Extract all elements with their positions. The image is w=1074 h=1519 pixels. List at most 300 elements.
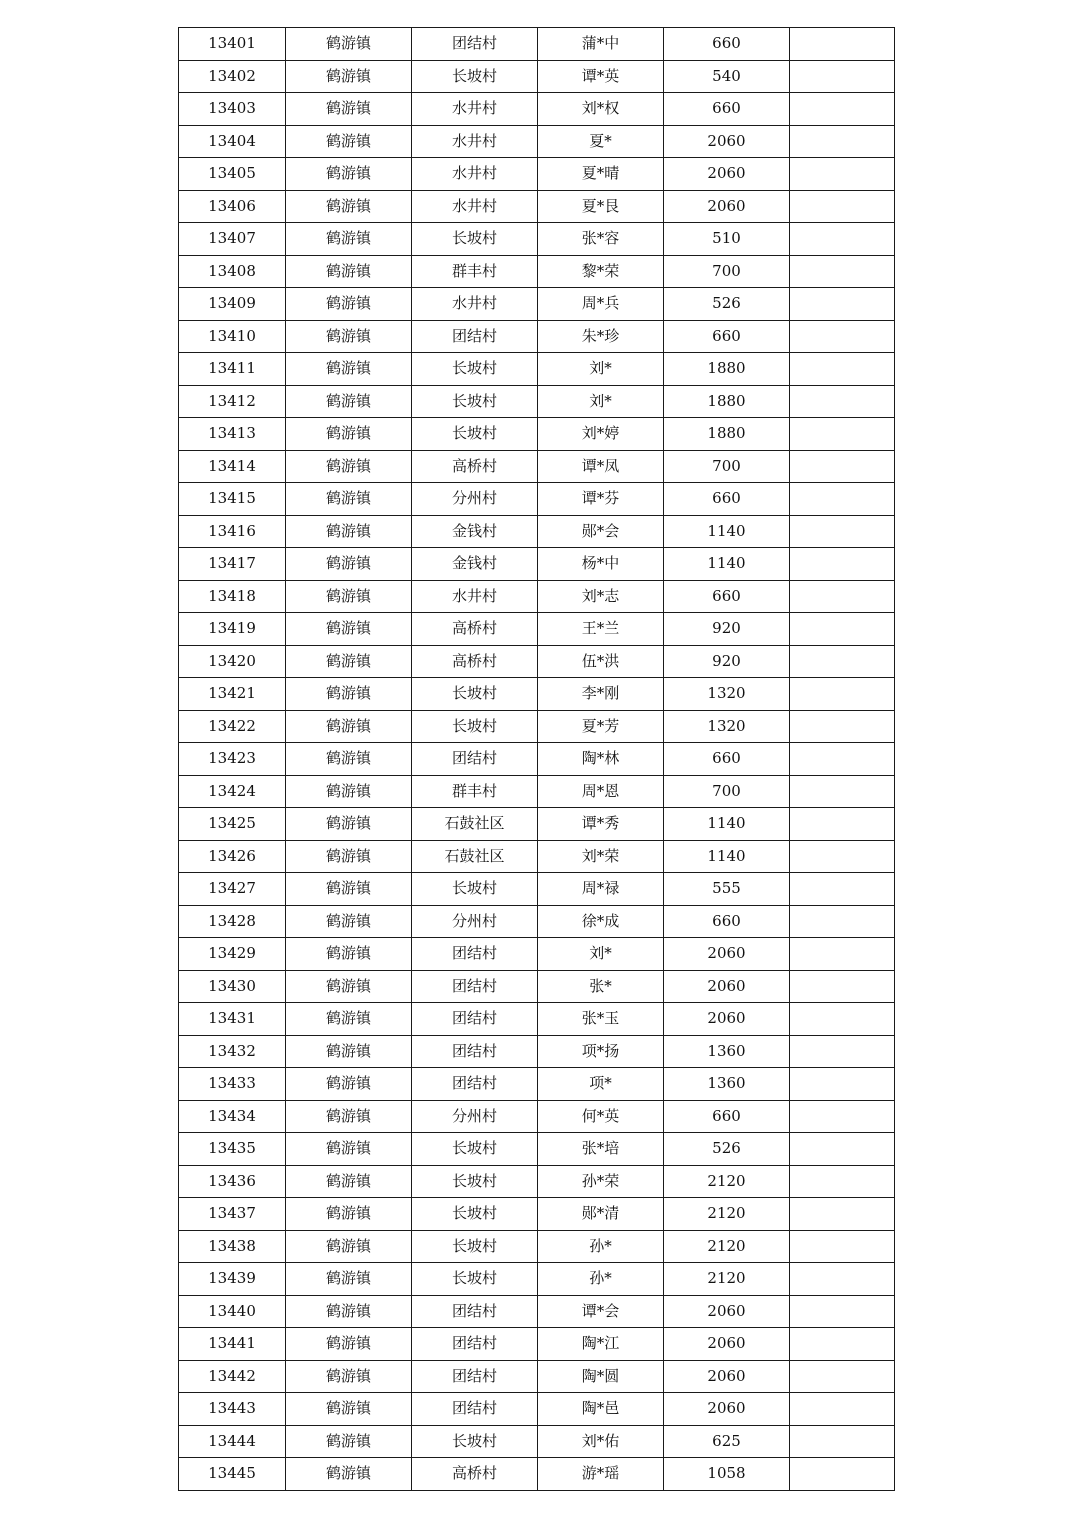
amount-cell: 1360 (664, 1035, 790, 1068)
town-cell: 鹤游镇 (286, 223, 412, 256)
village-cell: 水井村 (412, 580, 538, 613)
table-row (179, 353, 895, 386)
town-cell: 鹤游镇 (286, 808, 412, 841)
table-row (179, 1133, 895, 1166)
name-cell: 刘*权 (538, 93, 664, 126)
amount-cell: 920 (664, 645, 790, 678)
table-row (179, 1198, 895, 1231)
town-cell: 鹤游镇 (286, 93, 412, 126)
village-cell: 团结村 (412, 938, 538, 971)
note-cell (790, 288, 895, 321)
village-cell: 长坡村 (412, 418, 538, 451)
name-cell: 孙*荣 (538, 1165, 664, 1198)
village-cell: 团结村 (412, 743, 538, 776)
table-row (179, 1458, 895, 1491)
town-cell: 鹤游镇 (286, 1230, 412, 1263)
table-row (179, 93, 895, 126)
serial-number-cell: 13415 (179, 483, 286, 516)
table-row (179, 710, 895, 743)
table-row (179, 1360, 895, 1393)
name-cell: 张*玉 (538, 1003, 664, 1036)
amount-cell: 2060 (664, 190, 790, 223)
town-cell: 鹤游镇 (286, 1328, 412, 1361)
village-cell: 长坡村 (412, 60, 538, 93)
name-cell: 刘*佑 (538, 1425, 664, 1458)
table-row (179, 580, 895, 613)
town-cell: 鹤游镇 (286, 125, 412, 158)
table-row (179, 548, 895, 581)
village-cell: 水井村 (412, 93, 538, 126)
note-cell (790, 710, 895, 743)
serial-number-cell: 13428 (179, 905, 286, 938)
name-cell: 李*刚 (538, 678, 664, 711)
serial-number-cell: 13409 (179, 288, 286, 321)
amount-cell: 2060 (664, 1003, 790, 1036)
serial-number-cell: 13445 (179, 1458, 286, 1491)
serial-number-cell: 13433 (179, 1068, 286, 1101)
serial-number-cell: 13442 (179, 1360, 286, 1393)
village-cell: 团结村 (412, 1295, 538, 1328)
town-cell: 鹤游镇 (286, 970, 412, 1003)
name-cell: 陶*圆 (538, 1360, 664, 1393)
village-cell: 高桥村 (412, 613, 538, 646)
table-row (179, 905, 895, 938)
amount-cell: 1140 (664, 548, 790, 581)
serial-number-cell: 13441 (179, 1328, 286, 1361)
roster-table (178, 27, 895, 1491)
amount-cell: 1140 (664, 808, 790, 841)
table-row (179, 223, 895, 256)
serial-number-cell: 13429 (179, 938, 286, 971)
village-cell: 团结村 (412, 1003, 538, 1036)
village-cell: 长坡村 (412, 385, 538, 418)
name-cell: 夏*晴 (538, 158, 664, 191)
town-cell: 鹤游镇 (286, 710, 412, 743)
amount-cell: 660 (664, 483, 790, 516)
amount-cell: 660 (664, 580, 790, 613)
table-row (179, 1035, 895, 1068)
town-cell: 鹤游镇 (286, 873, 412, 906)
note-cell (790, 353, 895, 386)
serial-number-cell: 13401 (179, 28, 286, 61)
town-cell: 鹤游镇 (286, 1458, 412, 1491)
serial-number-cell: 13440 (179, 1295, 286, 1328)
town-cell: 鹤游镇 (286, 580, 412, 613)
amount-cell: 1880 (664, 353, 790, 386)
name-cell: 郧*清 (538, 1198, 664, 1231)
town-cell: 鹤游镇 (286, 320, 412, 353)
serial-number-cell: 13438 (179, 1230, 286, 1263)
name-cell: 徐*成 (538, 905, 664, 938)
note-cell (790, 190, 895, 223)
village-cell: 群丰村 (412, 255, 538, 288)
table-row (179, 970, 895, 1003)
village-cell: 长坡村 (412, 1230, 538, 1263)
amount-cell: 526 (664, 1133, 790, 1166)
village-cell: 水井村 (412, 190, 538, 223)
note-cell (790, 1068, 895, 1101)
serial-number-cell: 13403 (179, 93, 286, 126)
village-cell: 长坡村 (412, 353, 538, 386)
serial-number-cell: 13418 (179, 580, 286, 613)
table-row (179, 60, 895, 93)
amount-cell: 2060 (664, 125, 790, 158)
amount-cell: 1140 (664, 840, 790, 873)
town-cell: 鹤游镇 (286, 548, 412, 581)
village-cell: 分州村 (412, 483, 538, 516)
town-cell: 鹤游镇 (286, 613, 412, 646)
name-cell: 周*兵 (538, 288, 664, 321)
name-cell: 蒲*中 (538, 28, 664, 61)
note-cell (790, 255, 895, 288)
village-cell: 团结村 (412, 28, 538, 61)
table-row (179, 873, 895, 906)
name-cell: 刘*荣 (538, 840, 664, 873)
town-cell: 鹤游镇 (286, 840, 412, 873)
name-cell: 郧*会 (538, 515, 664, 548)
serial-number-cell: 13411 (179, 353, 286, 386)
serial-number-cell: 13430 (179, 970, 286, 1003)
town-cell: 鹤游镇 (286, 1393, 412, 1426)
note-cell (790, 1100, 895, 1133)
name-cell: 谭*会 (538, 1295, 664, 1328)
table-row (179, 515, 895, 548)
note-cell (790, 645, 895, 678)
serial-number-cell: 13407 (179, 223, 286, 256)
serial-number-cell: 13444 (179, 1425, 286, 1458)
name-cell: 杨*中 (538, 548, 664, 581)
amount-cell: 2060 (664, 970, 790, 1003)
note-cell (790, 1425, 895, 1458)
village-cell: 水井村 (412, 288, 538, 321)
serial-number-cell: 13405 (179, 158, 286, 191)
amount-cell: 526 (664, 288, 790, 321)
name-cell: 周*禄 (538, 873, 664, 906)
serial-number-cell: 13406 (179, 190, 286, 223)
town-cell: 鹤游镇 (286, 905, 412, 938)
table-row (179, 190, 895, 223)
serial-number-cell: 13416 (179, 515, 286, 548)
town-cell: 鹤游镇 (286, 483, 412, 516)
serial-number-cell: 13424 (179, 775, 286, 808)
amount-cell: 1058 (664, 1458, 790, 1491)
village-cell: 团结村 (412, 1360, 538, 1393)
serial-number-cell: 13434 (179, 1100, 286, 1133)
village-cell: 金钱村 (412, 548, 538, 581)
town-cell: 鹤游镇 (286, 1295, 412, 1328)
table-row (179, 1393, 895, 1426)
village-cell: 长坡村 (412, 223, 538, 256)
table-row (179, 288, 895, 321)
amount-cell: 660 (664, 28, 790, 61)
town-cell: 鹤游镇 (286, 1198, 412, 1231)
note-cell (790, 905, 895, 938)
amount-cell: 1880 (664, 418, 790, 451)
note-cell (790, 1198, 895, 1231)
roster-table-body (179, 28, 895, 1491)
serial-number-cell: 13413 (179, 418, 286, 451)
table-row (179, 1263, 895, 1296)
village-cell: 石鼓社区 (412, 808, 538, 841)
amount-cell: 1360 (664, 1068, 790, 1101)
table-row (179, 1100, 895, 1133)
town-cell: 鹤游镇 (286, 1165, 412, 1198)
town-cell: 鹤游镇 (286, 60, 412, 93)
amount-cell: 2060 (664, 1393, 790, 1426)
name-cell: 夏*艮 (538, 190, 664, 223)
table-row (179, 938, 895, 971)
table-row (179, 1295, 895, 1328)
name-cell: 夏*芳 (538, 710, 664, 743)
town-cell: 鹤游镇 (286, 1263, 412, 1296)
amount-cell: 660 (664, 743, 790, 776)
note-cell (790, 1295, 895, 1328)
note-cell (790, 840, 895, 873)
village-cell: 长坡村 (412, 710, 538, 743)
name-cell: 陶*邑 (538, 1393, 664, 1426)
town-cell: 鹤游镇 (286, 1003, 412, 1036)
amount-cell: 2120 (664, 1230, 790, 1263)
amount-cell: 660 (664, 1100, 790, 1133)
village-cell: 高桥村 (412, 1458, 538, 1491)
table-row (179, 678, 895, 711)
serial-number-cell: 13412 (179, 385, 286, 418)
table-row (179, 1165, 895, 1198)
amount-cell: 1140 (664, 515, 790, 548)
table-row (179, 743, 895, 776)
note-cell (790, 1165, 895, 1198)
note-cell (790, 93, 895, 126)
village-cell: 团结村 (412, 1328, 538, 1361)
table-row (179, 418, 895, 451)
note-cell (790, 125, 895, 158)
note-cell (790, 1230, 895, 1263)
table-row (179, 1425, 895, 1458)
name-cell: 朱*珍 (538, 320, 664, 353)
table-row (179, 125, 895, 158)
amount-cell: 660 (664, 93, 790, 126)
name-cell: 王*兰 (538, 613, 664, 646)
table-row (179, 613, 895, 646)
town-cell: 鹤游镇 (286, 255, 412, 288)
name-cell: 项* (538, 1068, 664, 1101)
village-cell: 金钱村 (412, 515, 538, 548)
amount-cell: 1320 (664, 678, 790, 711)
note-cell (790, 775, 895, 808)
amount-cell: 660 (664, 320, 790, 353)
serial-number-cell: 13408 (179, 255, 286, 288)
serial-number-cell: 13443 (179, 1393, 286, 1426)
serial-number-cell: 13427 (179, 873, 286, 906)
table-row (179, 450, 895, 483)
amount-cell: 700 (664, 255, 790, 288)
serial-number-cell: 13439 (179, 1263, 286, 1296)
name-cell: 黎*荣 (538, 255, 664, 288)
serial-number-cell: 13414 (179, 450, 286, 483)
village-cell: 团结村 (412, 1068, 538, 1101)
note-cell (790, 580, 895, 613)
name-cell: 谭*秀 (538, 808, 664, 841)
note-cell (790, 1035, 895, 1068)
amount-cell: 2120 (664, 1198, 790, 1231)
note-cell (790, 678, 895, 711)
town-cell: 鹤游镇 (286, 678, 412, 711)
name-cell: 孙* (538, 1263, 664, 1296)
serial-number-cell: 13420 (179, 645, 286, 678)
table-row (179, 645, 895, 678)
village-cell: 群丰村 (412, 775, 538, 808)
village-cell: 长坡村 (412, 678, 538, 711)
note-cell (790, 385, 895, 418)
town-cell: 鹤游镇 (286, 938, 412, 971)
name-cell: 周*恩 (538, 775, 664, 808)
serial-number-cell: 13423 (179, 743, 286, 776)
serial-number-cell: 13432 (179, 1035, 286, 1068)
serial-number-cell: 13417 (179, 548, 286, 581)
amount-cell: 2060 (664, 158, 790, 191)
town-cell: 鹤游镇 (286, 158, 412, 191)
serial-number-cell: 13436 (179, 1165, 286, 1198)
village-cell: 分州村 (412, 1100, 538, 1133)
name-cell: 刘*志 (538, 580, 664, 613)
village-cell: 团结村 (412, 1035, 538, 1068)
note-cell (790, 873, 895, 906)
serial-number-cell: 13402 (179, 60, 286, 93)
village-cell: 水井村 (412, 125, 538, 158)
town-cell: 鹤游镇 (286, 1035, 412, 1068)
name-cell: 刘* (538, 938, 664, 971)
town-cell: 鹤游镇 (286, 515, 412, 548)
village-cell: 长坡村 (412, 1263, 538, 1296)
town-cell: 鹤游镇 (286, 450, 412, 483)
name-cell: 刘*婷 (538, 418, 664, 451)
note-cell (790, 743, 895, 776)
serial-number-cell: 13410 (179, 320, 286, 353)
name-cell: 孙* (538, 1230, 664, 1263)
note-cell (790, 613, 895, 646)
amount-cell: 1320 (664, 710, 790, 743)
serial-number-cell: 13435 (179, 1133, 286, 1166)
note-cell (790, 418, 895, 451)
note-cell (790, 450, 895, 483)
table-row (179, 1068, 895, 1101)
serial-number-cell: 13421 (179, 678, 286, 711)
town-cell: 鹤游镇 (286, 1100, 412, 1133)
note-cell (790, 515, 895, 548)
table-row (179, 808, 895, 841)
table-row (179, 320, 895, 353)
town-cell: 鹤游镇 (286, 1068, 412, 1101)
note-cell (790, 1360, 895, 1393)
village-cell: 长坡村 (412, 1165, 538, 1198)
note-cell (790, 60, 895, 93)
town-cell: 鹤游镇 (286, 743, 412, 776)
village-cell: 石鼓社区 (412, 840, 538, 873)
serial-number-cell: 13419 (179, 613, 286, 646)
town-cell: 鹤游镇 (286, 353, 412, 386)
name-cell: 张* (538, 970, 664, 1003)
town-cell: 鹤游镇 (286, 775, 412, 808)
village-cell: 团结村 (412, 1393, 538, 1426)
note-cell (790, 938, 895, 971)
village-cell: 高桥村 (412, 645, 538, 678)
note-cell (790, 1263, 895, 1296)
table-row (179, 255, 895, 288)
note-cell (790, 1003, 895, 1036)
table-row (179, 385, 895, 418)
table-row (179, 840, 895, 873)
name-cell: 张*培 (538, 1133, 664, 1166)
amount-cell: 1880 (664, 385, 790, 418)
serial-number-cell: 13425 (179, 808, 286, 841)
name-cell: 陶*林 (538, 743, 664, 776)
town-cell: 鹤游镇 (286, 1425, 412, 1458)
table-row (179, 158, 895, 191)
village-cell: 长坡村 (412, 1425, 538, 1458)
serial-number-cell: 13437 (179, 1198, 286, 1231)
amount-cell: 2060 (664, 938, 790, 971)
note-cell (790, 223, 895, 256)
serial-number-cell: 13426 (179, 840, 286, 873)
name-cell: 何*英 (538, 1100, 664, 1133)
name-cell: 张*容 (538, 223, 664, 256)
table-row (179, 1230, 895, 1263)
town-cell: 鹤游镇 (286, 645, 412, 678)
amount-cell: 625 (664, 1425, 790, 1458)
amount-cell: 2120 (664, 1263, 790, 1296)
village-cell: 团结村 (412, 970, 538, 1003)
note-cell (790, 1393, 895, 1426)
town-cell: 鹤游镇 (286, 28, 412, 61)
name-cell: 刘* (538, 385, 664, 418)
village-cell: 长坡村 (412, 1133, 538, 1166)
table-row (179, 1003, 895, 1036)
town-cell: 鹤游镇 (286, 1360, 412, 1393)
town-cell: 鹤游镇 (286, 288, 412, 321)
village-cell: 长坡村 (412, 1198, 538, 1231)
amount-cell: 700 (664, 775, 790, 808)
note-cell (790, 548, 895, 581)
amount-cell: 2060 (664, 1295, 790, 1328)
name-cell: 谭*芬 (538, 483, 664, 516)
serial-number-cell: 13431 (179, 1003, 286, 1036)
town-cell: 鹤游镇 (286, 1133, 412, 1166)
name-cell: 游*瑶 (538, 1458, 664, 1491)
village-cell: 高桥村 (412, 450, 538, 483)
name-cell: 陶*江 (538, 1328, 664, 1361)
note-cell (790, 808, 895, 841)
amount-cell: 660 (664, 905, 790, 938)
name-cell: 刘* (538, 353, 664, 386)
village-cell: 长坡村 (412, 873, 538, 906)
serial-number-cell: 13404 (179, 125, 286, 158)
note-cell (790, 483, 895, 516)
name-cell: 谭*凤 (538, 450, 664, 483)
note-cell (790, 158, 895, 191)
town-cell: 鹤游镇 (286, 190, 412, 223)
note-cell (790, 1133, 895, 1166)
amount-cell: 920 (664, 613, 790, 646)
table-row (179, 28, 895, 61)
town-cell: 鹤游镇 (286, 418, 412, 451)
name-cell: 伍*洪 (538, 645, 664, 678)
town-cell: 鹤游镇 (286, 385, 412, 418)
amount-cell: 2060 (664, 1328, 790, 1361)
village-cell: 团结村 (412, 320, 538, 353)
amount-cell: 2120 (664, 1165, 790, 1198)
serial-number-cell: 13422 (179, 710, 286, 743)
table-row (179, 775, 895, 808)
